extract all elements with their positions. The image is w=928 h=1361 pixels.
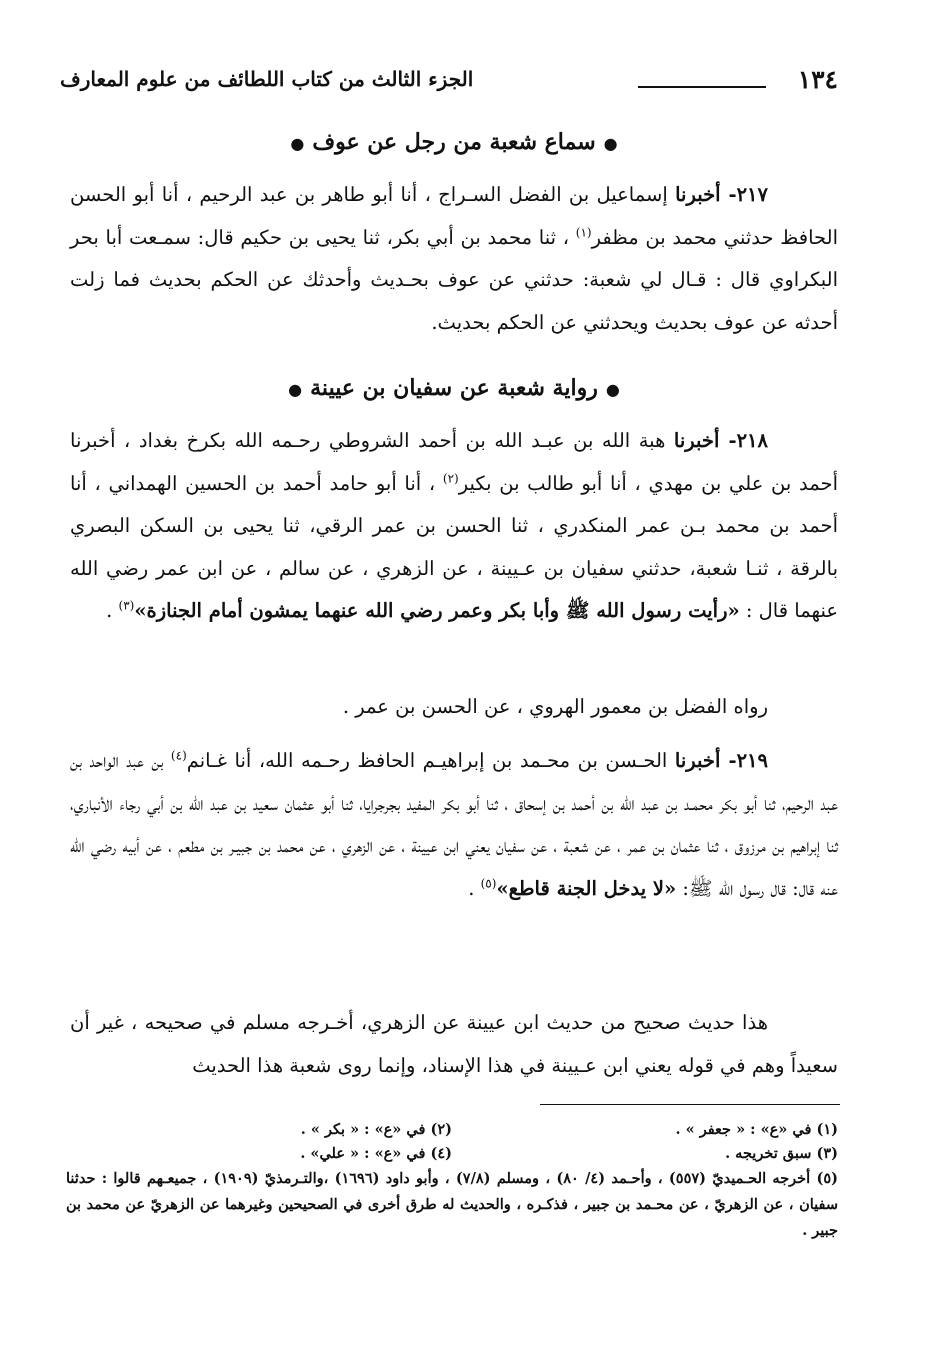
- footnote-2: (٢) في «ع» : « بكر » .: [300, 1121, 452, 1138]
- footnote-1: (١) في «ع» : « جعفر » .: [675, 1121, 838, 1138]
- bullet-icon: ●: [288, 380, 303, 399]
- section-heading: [70, 124, 838, 162]
- hadith-number: ٢١٨-: [719, 429, 768, 452]
- hadith-text: الحـسن بن محـمد بن إبراهيـم الحافظ رحـمه الله، أنا غـانم: [186, 749, 675, 772]
- section-heading-text: سماع شعبة من رجل عن عوف: [312, 129, 596, 155]
- hadith-text: ، ثنا محمد بن أبي بكر، ثنا يحيى بن حكيم قال: سمـعت أبا بحر البكراوي قال : قـال لي شعبة: حدثني عن عوف بحـديث وأحدثك عن الحكم بحديث فما زلت أحدثه عن عوف بحديث ويحدثني عن الحكم بحديث.: [70, 225, 838, 334]
- commentary: [70, 1002, 838, 1087]
- hadith-text: .: [106, 599, 119, 622]
- hadith-lead: أخبرنا: [673, 429, 720, 452]
- footnote-ref-2: (٢): [442, 471, 459, 485]
- hadith-text: .: [468, 876, 481, 900]
- hadith-219: [70, 740, 838, 910]
- footnote-ref-3: (٣): [118, 598, 135, 613]
- hadith-217: [70, 174, 838, 344]
- footnote-row: [66, 1142, 838, 1166]
- hadith-lead: أخبرنا: [674, 749, 721, 772]
- commentary-text: هذا حديث صحيح من حديث ابن عيينة عن الزهري، أخـرجه مسلم في صحيحه ، غير أن سعيداً وهم في قوله يعني ابن عـيينة في هذا الإسناد، وإنما روى شعبة هذا الحديث: [70, 1011, 838, 1077]
- paragraph-219: [70, 740, 838, 910]
- footnote-3: (٣) سبق تخريجه .: [725, 1145, 838, 1162]
- hadith-text: هبة الله بن عبـد الله بن أحمد الشروطي رحـمه الله بكرخ بغداد ، أخبرنا أحمد بن علي بن مهدي ، أنا أبو طالب بن بكير: [70, 429, 838, 495]
- hadith-quote: «رأيت رسول الله ﷺ وأبا بكر وعمر رضي الله عنهما يمشون أمام الجنازة»: [134, 599, 740, 622]
- bullet-icon: ●: [290, 134, 305, 153]
- bullet-icon: ●: [605, 380, 620, 399]
- section-heading-text: رواية شعبة عن سفيان بن عيينة: [310, 375, 598, 401]
- hadith-text: إسماعيل بن الفضل السـراج ، أنا أبو طاهر بن عبد الرحيم ، أنا أبو الحسن الحافظ حدثني محمد بن مظفر: [70, 183, 838, 249]
- footnote-4: (٤) في «ع» : « علي» .: [300, 1145, 452, 1162]
- section-heading: [70, 370, 838, 408]
- page-number: ١٣٤: [797, 64, 838, 94]
- header-dash: [638, 86, 766, 88]
- hadith-quote: «لا يدخل الجنة قاطع»: [496, 876, 677, 900]
- footnote-ref-4: (٤): [170, 748, 187, 763]
- bullet-icon: ●: [603, 134, 618, 153]
- hadith-lead: أخبرنا: [675, 183, 721, 206]
- hadith-text: بن عبد الواحد بن عبد الرحيم، ثنا أبو بكر محمـد بن عبد الله بن أحمد بن إسحاق ، ثنا أبو بكر المفيد بجرجرايا، ثنا أبو عثمان سعيد بن عبد الله بن أبي رجاء الأنباري، ثنا إبراهيم بن مرزوق ، ثنا عثمان بن عمر ، عن شعبة ، عن سفيان يعني ابن عيينة ، عن الزهري ، عن محمد بن جبيـر بن مطعم ، عن أبيه رضي الله عنه قال: قال رسول الله ﷺ:: [70, 749, 838, 900]
- running-header: [60, 62, 838, 96]
- hadith-number: ٢١٩-: [720, 749, 768, 772]
- hadith-218: [70, 420, 838, 633]
- book-title: الجزء الثالث من كتاب اللطائف من علوم المعارف: [60, 67, 474, 91]
- footnote-row: [66, 1118, 838, 1142]
- section-1: [70, 124, 838, 162]
- footnotes: [66, 1118, 838, 1244]
- hadith-text: ، أنا أبو حامد أحمد بن الحسين الهمداني ، أنا أحمد بن محمد بـن عمر المنكدري ، ثنا الحسن بن عمر الرقي، ثنا يحيى بن السكن البصري بالرقة ، ثنـا شعبة، حدثني سفيان بن عـيينة ، عن الزهري ، عن سالم ، عن ابن عمر رضي الله عنهما قال :: [70, 471, 838, 622]
- paragraph-218: [70, 420, 838, 633]
- footnote-ref-5: (٥): [480, 876, 497, 890]
- section-2: [70, 370, 838, 408]
- footnote-divider: [540, 1104, 840, 1105]
- narration-text: رواه الفضل بن معمور الهروي ، عن الحسن بن عمر .: [342, 695, 768, 718]
- hadith-number: ٢١٧-: [720, 183, 768, 206]
- paragraph-217: [70, 174, 838, 344]
- footnote-ref-1: (١): [575, 225, 592, 239]
- narration-note: [70, 686, 838, 729]
- footnote-5: (٥) أخرجه الحـميديّ (٥٥٧) ، وأحـمد (٤/ ٨٠) ، ومسلم (٧/٨) ، وأبو داود (١٦٩٦) ،والتـرمذيّ (١٩٠٩) ، جميعـهم قالوا : حدثنا سفيان ، عن الزهريّ ، عن محـمد بن جبير ، فذكـره ، والحديث له طرق أخرى في الصحيحين وغيرهما عن الزهريّ عن محمد بن جبير .: [66, 1170, 838, 1239]
